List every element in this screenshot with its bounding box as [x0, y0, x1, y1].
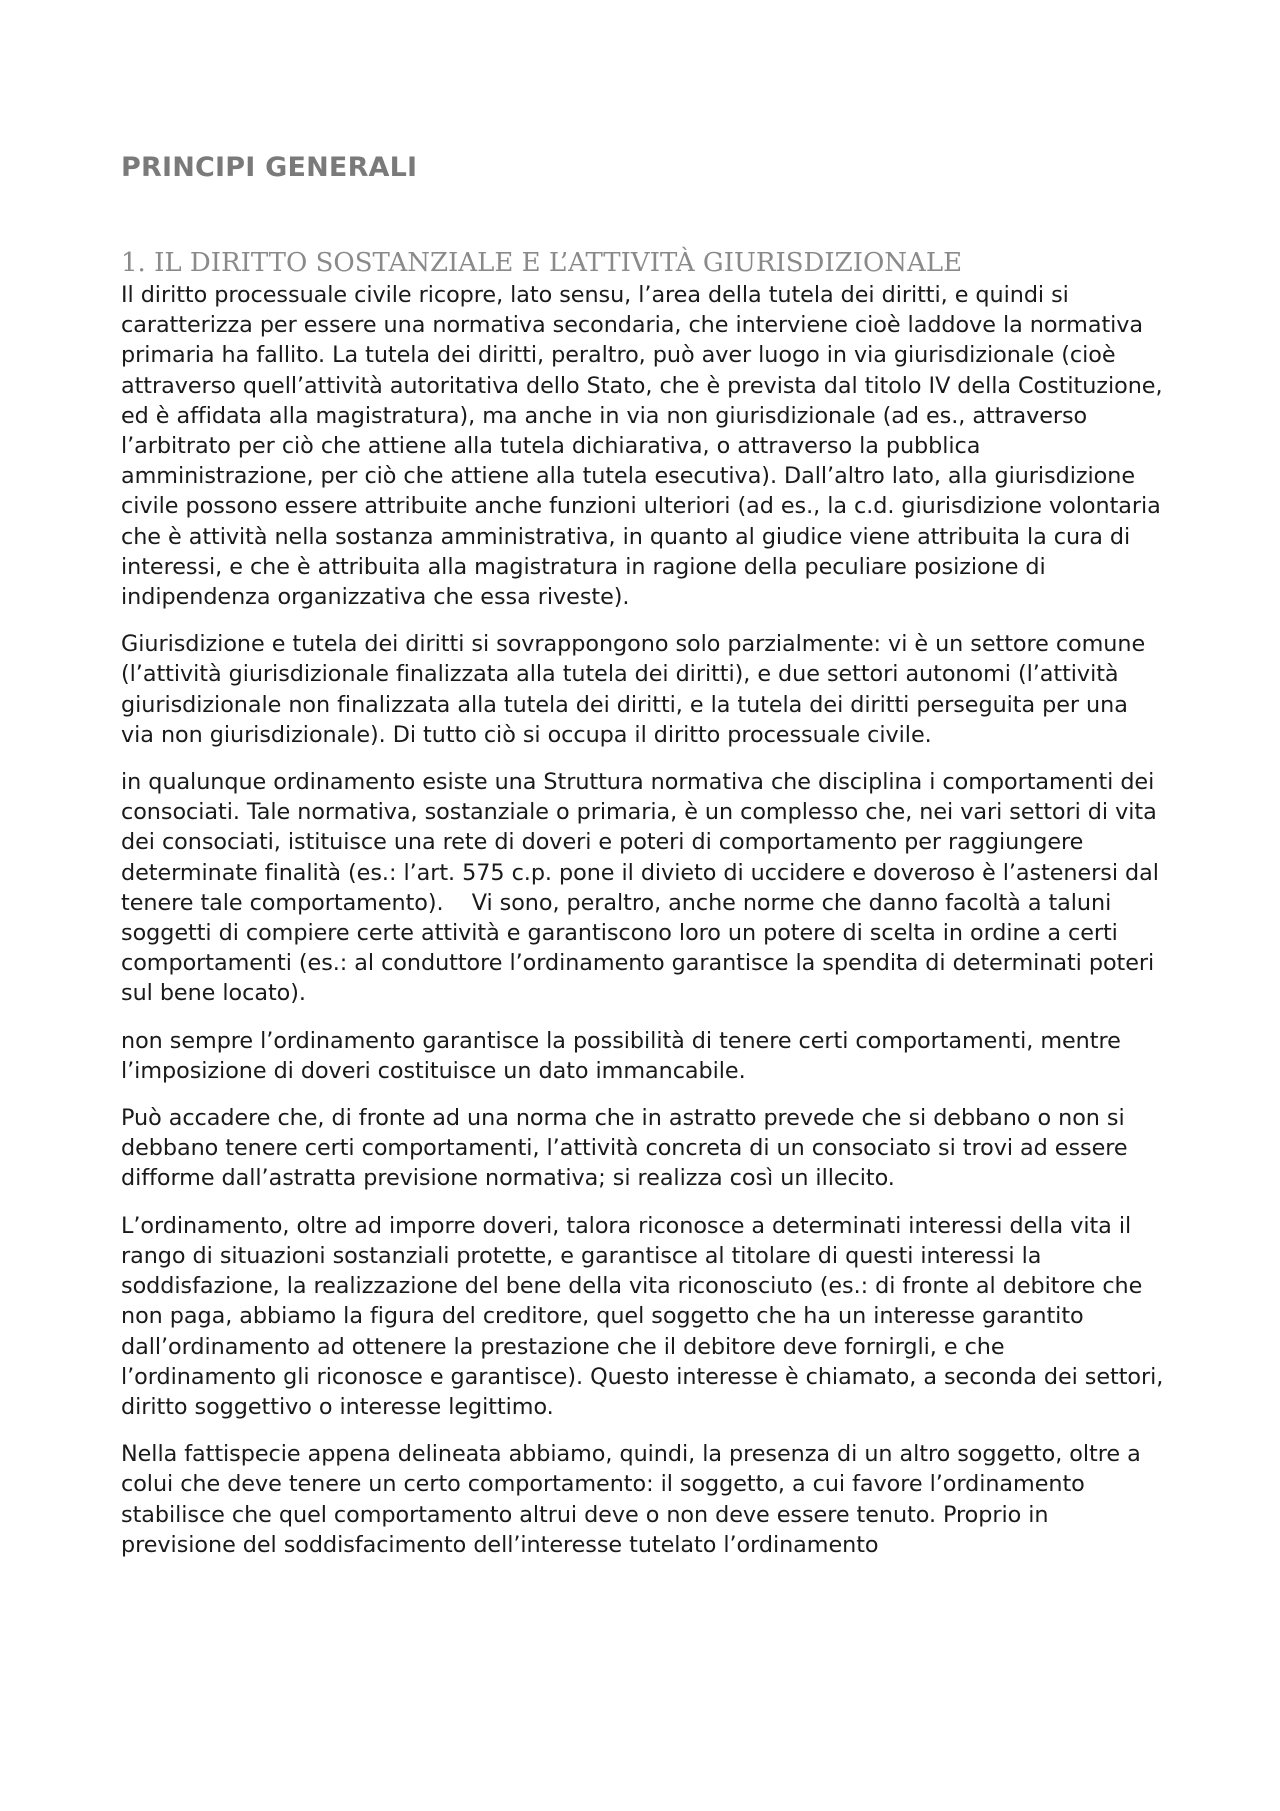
- paragraph: Può accadere che, di fronte ad una norma che in astratto prevede che si debbano o non si debbano tenere certi comportamenti, l’attività concreta di un consociato si trovi ad essere difforme dall’astratta previsione normativa; si realizza così un illecito.: [121, 1105, 1128, 1192]
- paragraph: Giurisdizione e tutela dei diritti si sovrappongono solo parzialmente: vi è un settore comune (l’attività giurisdizionale finalizzata alla tutela dei diritti), e due settori autonomi (l’attività giurisdizionale non finalizzata alla tutela dei diritti, e la tutela dei diritti perseguita per una via non giurisdizionale). Di tutto ciò si occupa il diritto processuale civile.: [121, 631, 1146, 748]
- document-title: PRINCIPI GENERALI: [121, 152, 418, 183]
- paragraph: in qualunque ordinamento esiste una Struttura normativa che disciplina i comportamenti dei consociati. Tale normativa, sostanziale o primaria, è un complesso che, nei vari settori di vita dei consociati, istituisce una rete di doveri e poteri di comportamento per raggiungere determinate finalità (es.: l’art. 575 c.p. pone il divieto di uccidere e doveroso è l’astenersi dal tenere tale comportamento). Vi sono, peraltro, anche norme che danno facoltà a taluni soggetti di compiere certe attività e garantiscono loro un potere di scelta in ordine a certi comportamenti (es.: al conduttore l’ordinamento garantisce la spendita di determinati poteri sul bene locato).: [121, 769, 1166, 1007]
- paragraph: Nella fattispecie appena delineata abbiamo, quindi, la presenza di un altro soggetto, oltre a colui che deve tenere un certo comportamento: il soggetto, a cui favore l’ordinamento stabilisce che quel comportamento altrui deve o non deve essere tenuto. Proprio in previsione del soddisfacimento dell’interesse tutelato l’ordinamento: [121, 1441, 1141, 1558]
- document-body: [121, 150, 1164, 1577]
- paragraph: non sempre l’ordinamento garantisce la possibilità di tenere certi comportamenti, mentre l’imposizione di doveri costituisce un dato immancabile.: [121, 1027, 1121, 1084]
- section-heading: 1. IL DIRITTO SOSTANZIALE E L’ATTIVITÀ GIURISDIZIONALE: [121, 248, 963, 278]
- paragraph: L’ordinamento, oltre ad imporre doveri, talora riconosce a determinati interessi della vita il rango di situazioni sostanziali protette, e garantisce al titolare di questi interessi la soddisfazione, la realizzazione del bene della vita riconosciuto (es.: di fronte al debitore che non paga, abbiamo la figura del creditore, quel soggetto che ha un interesse garantito dall’ordinamento ad ottenere la prestazione che il debitore deve fornirgli, e che l’ordinamento gli riconosce e garantisce). Questo interesse è chiamato, a seconda dei settori, diritto soggettivo o interesse legittimo.: [121, 1212, 1164, 1420]
- paragraph: Il diritto processuale civile ricopre, lato sensu, l’area della tutela dei diritti, e quindi si caratterizza per essere una normativa secondaria, che interviene cioè laddove la normativa primaria ha fallito. La tutela dei diritti, peraltro, può aver luogo in via giurisdizionale (cioè attraverso quell’attività autoritativa dello Stato, che è prevista dal titolo IV della Costituzione, ed è affidata alla magistratura), ma anche in via non giurisdizionale (ad es., attraverso l’arbitrato per ciò che attiene alla tutela dichiarativa, o attraverso la pubblica amministrazione, per ciò che attiene alla tutela esecutiva). Dall’altro lato, alla giurisdizione civile possono essere attribuite anche funzioni ulteriori (ad es., la c.d. giurisdizione volontaria che è attività nella sostanza amministrativa, in quanto al giudice viene attribuita la cura di interessi, e che è attribuita alla magistratura in ragione della peculiare posizione di indipendenza organizzativa che essa riveste).: [121, 282, 1163, 611]
